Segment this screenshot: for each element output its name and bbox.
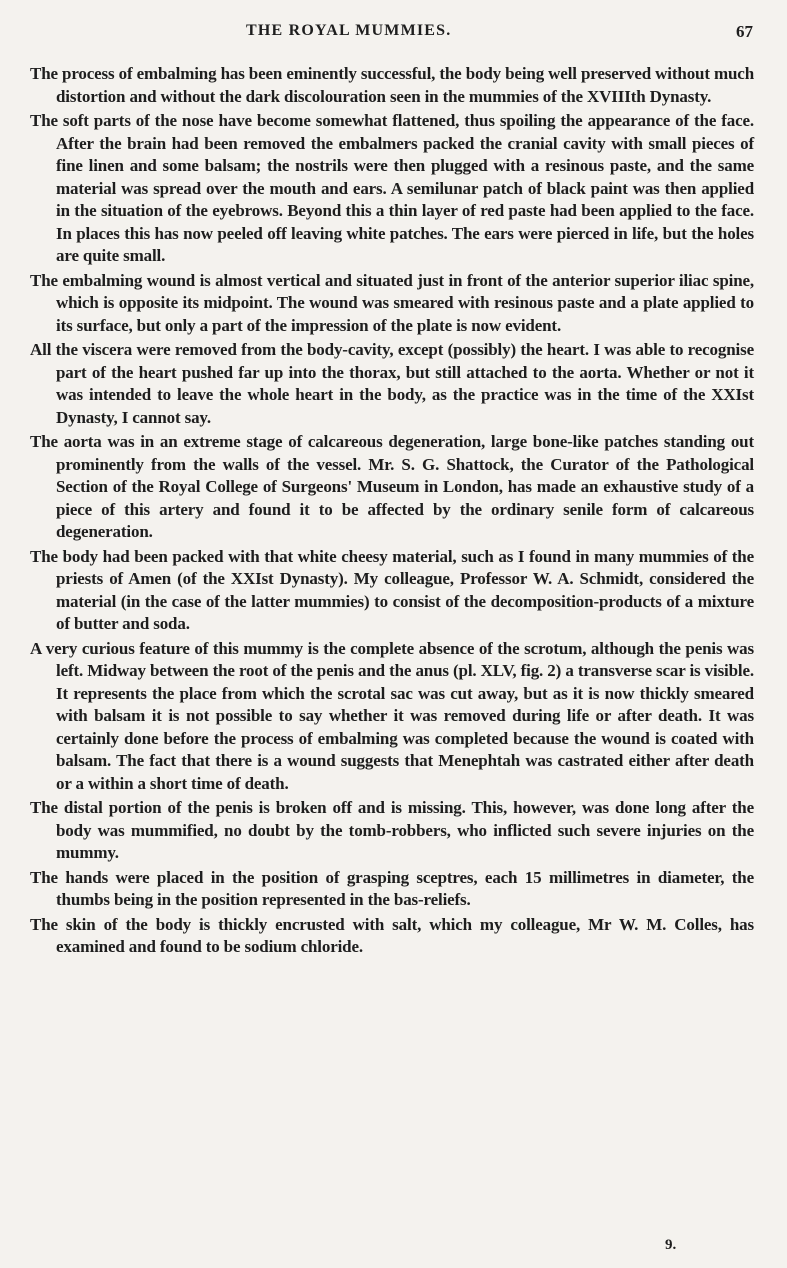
page-number: 67 bbox=[736, 22, 753, 41]
paragraph-viscera: All the viscera were removed from the body-cavity, except (possibly) the heart. I was able to recognise part of the heart pushed far up into the thorax, but still attached to the aorta. Whether or not it was intended to leave the whole heart in the body, as the practice was in the time of the XXIst Dynasty, I cannot say. bbox=[30, 340, 754, 427]
running-title: THE ROYAL MUMMIES. bbox=[246, 22, 452, 39]
running-head bbox=[0, 22, 787, 46]
paragraph-embalming-wound: The embalming wound is almost vertical and situated just in front of the anterior superior iliac spine, which is opposite its midpoint. The wound was smeared with resinous paste and a plate applied to its surface, but only a part of the impression of the plate is now evident. bbox=[30, 270, 754, 335]
paragraph-hands: The hands were placed in the position of grasping sceptres, each 15 millimetres in diameter, the thumbs being in the position represented in the bas-reliefs. bbox=[30, 867, 754, 909]
signature-mark: 9. bbox=[665, 1237, 677, 1253]
paragraph-nose-and-face: The soft parts of the nose have become somewhat flattened, thus spoiling the appearance of the face. After the brain had been removed the embalmers packed the cranial cavity with small pieces of fine linen and some balsam; the nostrils were then plugged with a resinous paste, and the same material was spread over the mouth and ears. A semilunar patch of black paint was then applied in the situation of the eyebrows. Beyond this a thin layer of red paste had been applied to the face. In places this has now peeled off leaving white patches. The ears were pierced in life, but the holes are quite small. bbox=[30, 111, 754, 265]
paragraph-body-packing: The body had been packed with that white cheesy material, such as I found in many mummies of the priests of Amen (of the XXIst Dynasty). My colleague, Professor W. A. Schmidt, considered the material (in the case of the latter mummies) to consist of the decomposition-products of a mixture of butter and soda. bbox=[30, 546, 754, 633]
paragraph-aorta: The aorta was in an extreme stage of calcareous degeneration, large bone-like patches standing out prominently from the walls of the vessel. Mr. S. G. Shattock, the Curator of the Pathological Section of the Royal College of Surgeons' Museum in London, has made an exhaustive study of a piece of this artery and found it to be affected by the ordinary senile form of calcareous degeneration. bbox=[30, 432, 754, 541]
paragraph-scrotum: A very curious feature of this mummy is the complete absence of the scrotum, although the penis was left. Midway between the root of the penis and the anus (pl. XLV, fig. 2) a transverse scar is visible. It represents the place from which the scrotal sac was cut away, but as it is now thickly smeared with balsam it is not possible to say whether it was removed during life or after death. It was certainly done before the process of embalming was completed because the wound is coated with balsam. The fact that there is a wound suggests that Menephtah was castrated either after death or a within a short time of death. bbox=[30, 638, 754, 793]
paragraph-embalming-success: The process of embalming has been eminently successful, the body being well preserved without much distortion and without the dark discolouration seen in the mummies of the XVIIIth Dynasty. bbox=[30, 64, 754, 106]
body-text bbox=[30, 63, 754, 961]
paragraph-penis: The distal portion of the penis is broken off and is missing. This, however, was done long after the body was mummified, no doubt by the tomb-robbers, who inflicted such severe injuries on the mummy. bbox=[30, 798, 754, 862]
paragraph-skin-salt: The skin of the body is thickly encrusted with salt, which my colleague, Mr W. M. Colles, has examined and found to be sodium chloride. bbox=[30, 914, 754, 956]
